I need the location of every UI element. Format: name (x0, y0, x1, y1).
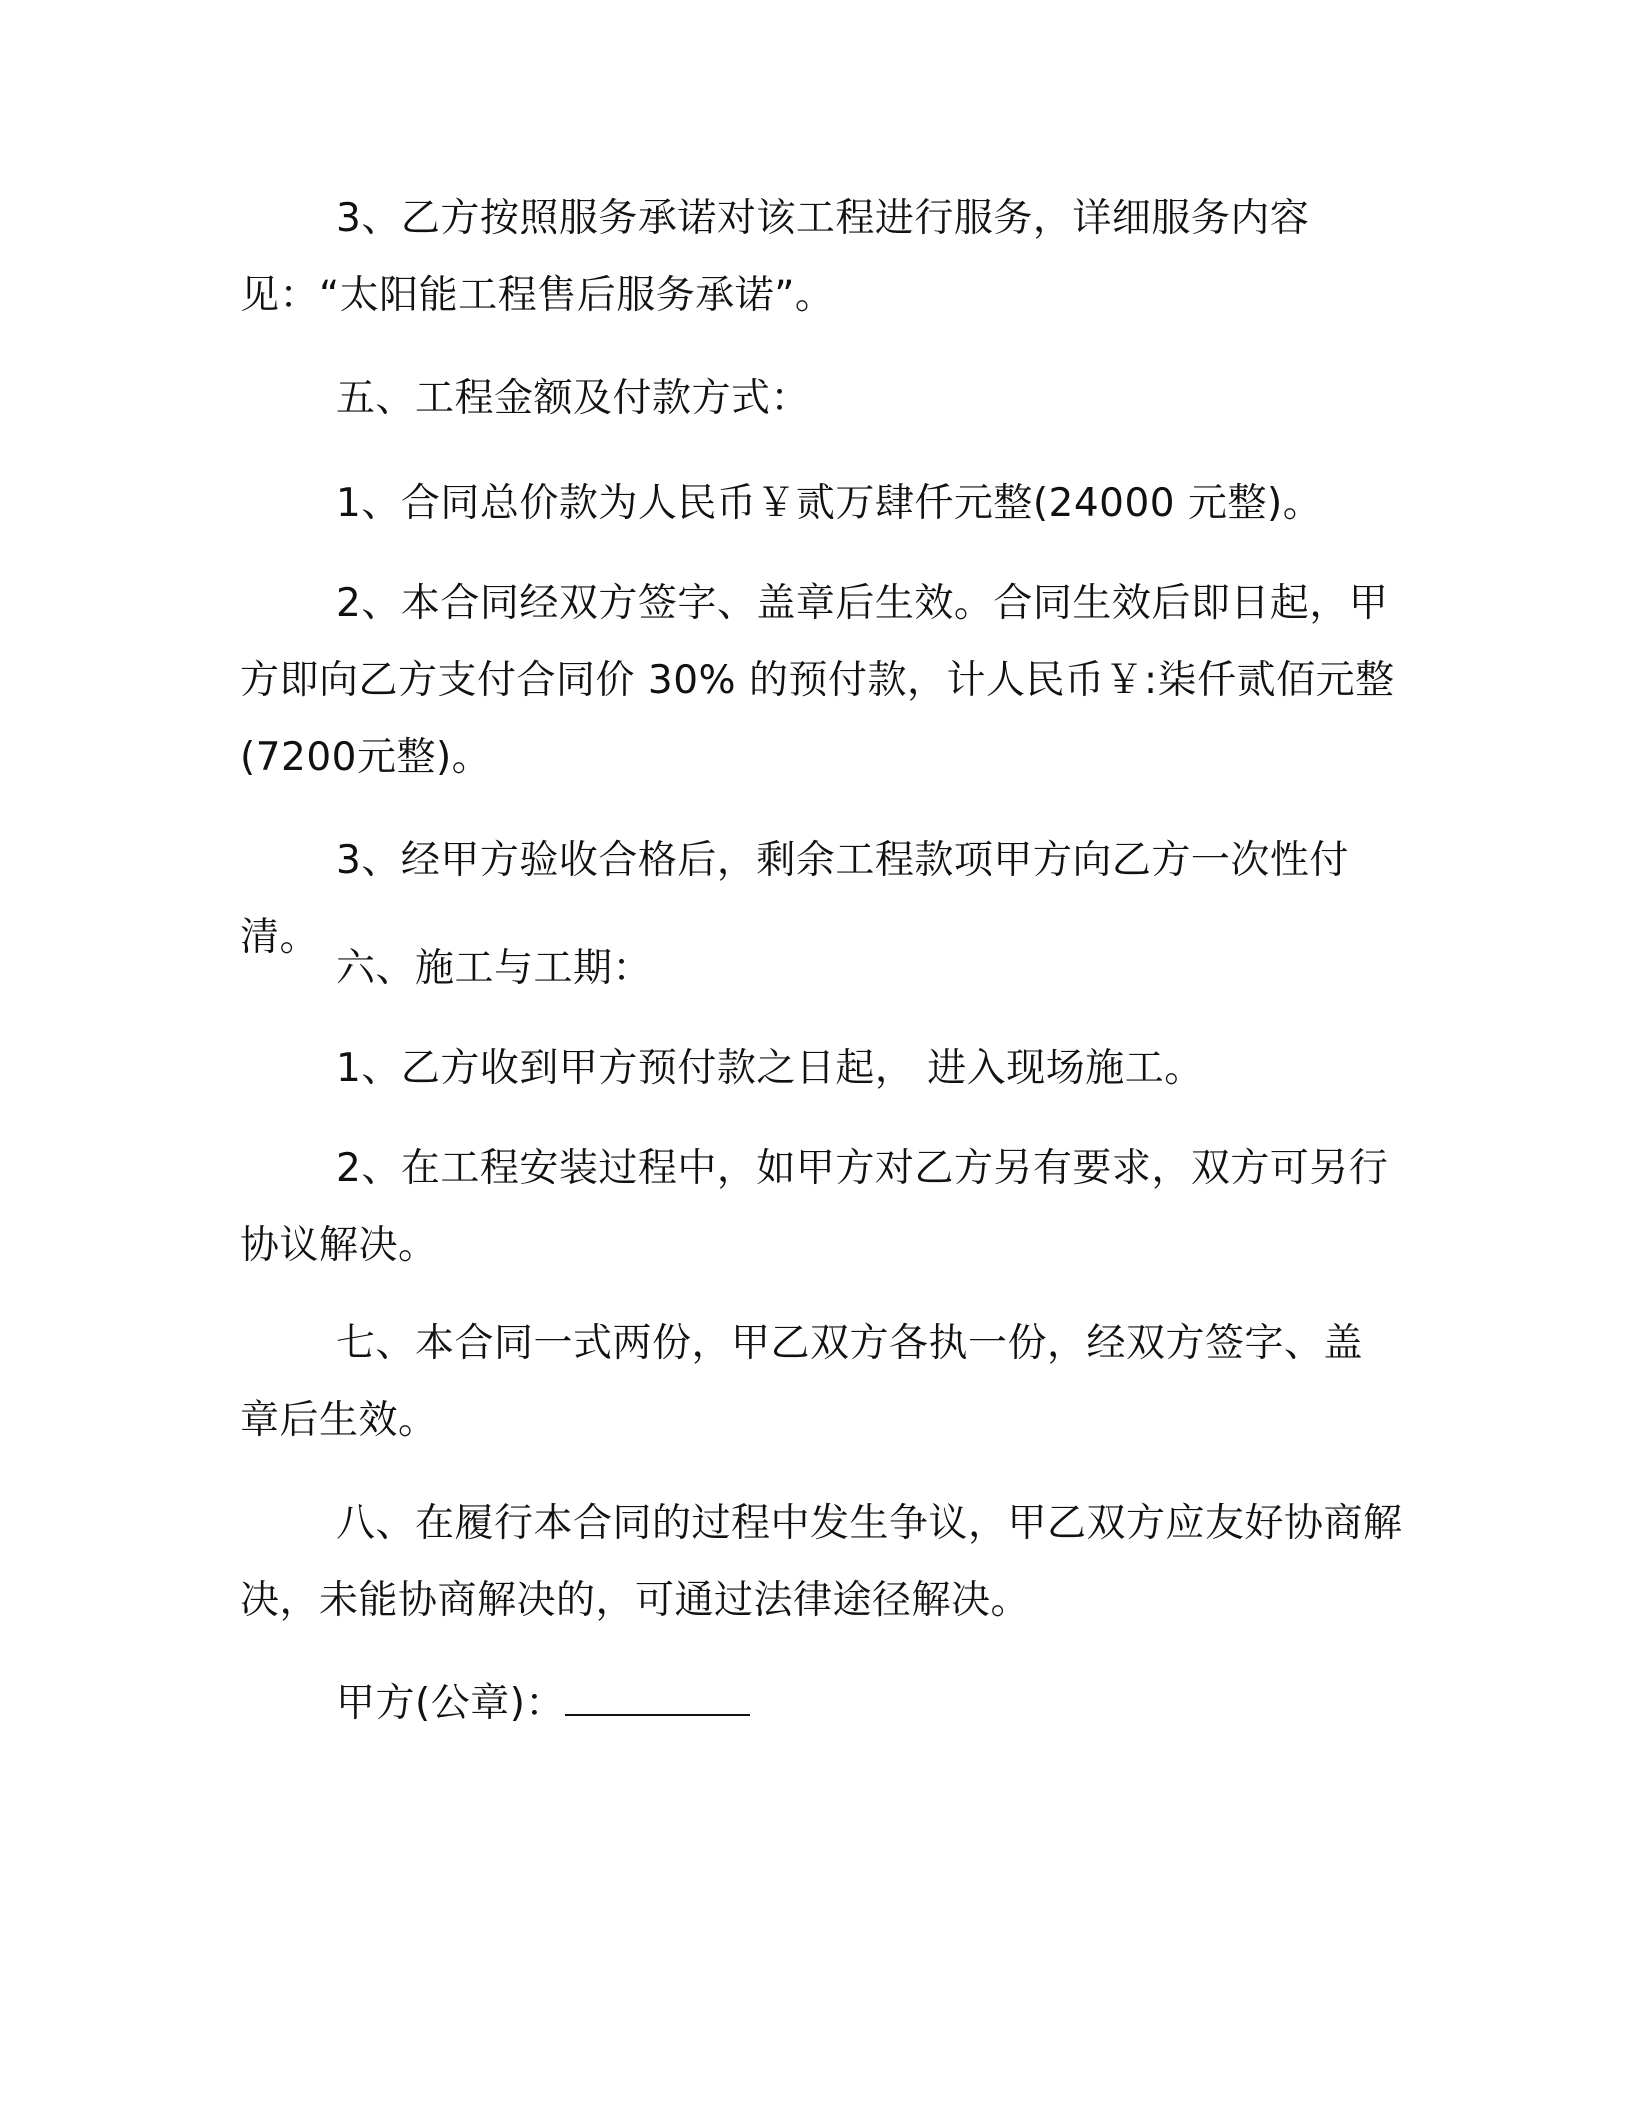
signature-label: 甲方(公章)： (336, 1681, 565, 1726)
paragraph-copies: 七、本合同一式两份，甲乙双方各执一份，经双方签字、盖章后生效。 (240, 1321, 1364, 1443)
signature-blank-line (565, 1684, 750, 1716)
paragraph-advance-payment: 2、本合同经双方签字、盖章后生效。合同生效后即日起，甲方即向乙方支付合同价 30% 的预付款，计人民币￥:柒仟贰佰元整(7200元整)。 (240, 581, 1395, 780)
paragraph-service-commitment: 3、乙方按照服务承诺对该工程进行服务，详细服务内容见：“太阳能工程售后服务承诺”。 (240, 196, 1310, 318)
paragraph-construction-start: 1、乙方收到甲方预付款之日起， 进入现场施工。 (336, 1046, 1204, 1091)
section-heading-construction: 六、施工与工期： (336, 946, 653, 991)
paragraph-total-price: 1、合同总价款为人民币￥贰万肆仟元整(24000 元整)。 (336, 481, 1323, 526)
paragraph-dispute-resolution: 八、在履行本合同的过程中发生争议，甲乙双方应友好协商解决，未能协商解决的，可通过法律途径解决。 (240, 1501, 1403, 1623)
paragraph-additional-requirements: 2、在工程安装过程中，如甲方对乙方另有要求，双方可另行协议解决。 (240, 1146, 1389, 1268)
signature-party-a (240, 1665, 1392, 1742)
section-heading-payment: 五、工程金额及付款方式： (336, 376, 811, 421)
paragraph-final-payment: 3、经甲方验收合格后，剩余工程款项甲方向乙方一次性付清。 (240, 838, 1349, 960)
